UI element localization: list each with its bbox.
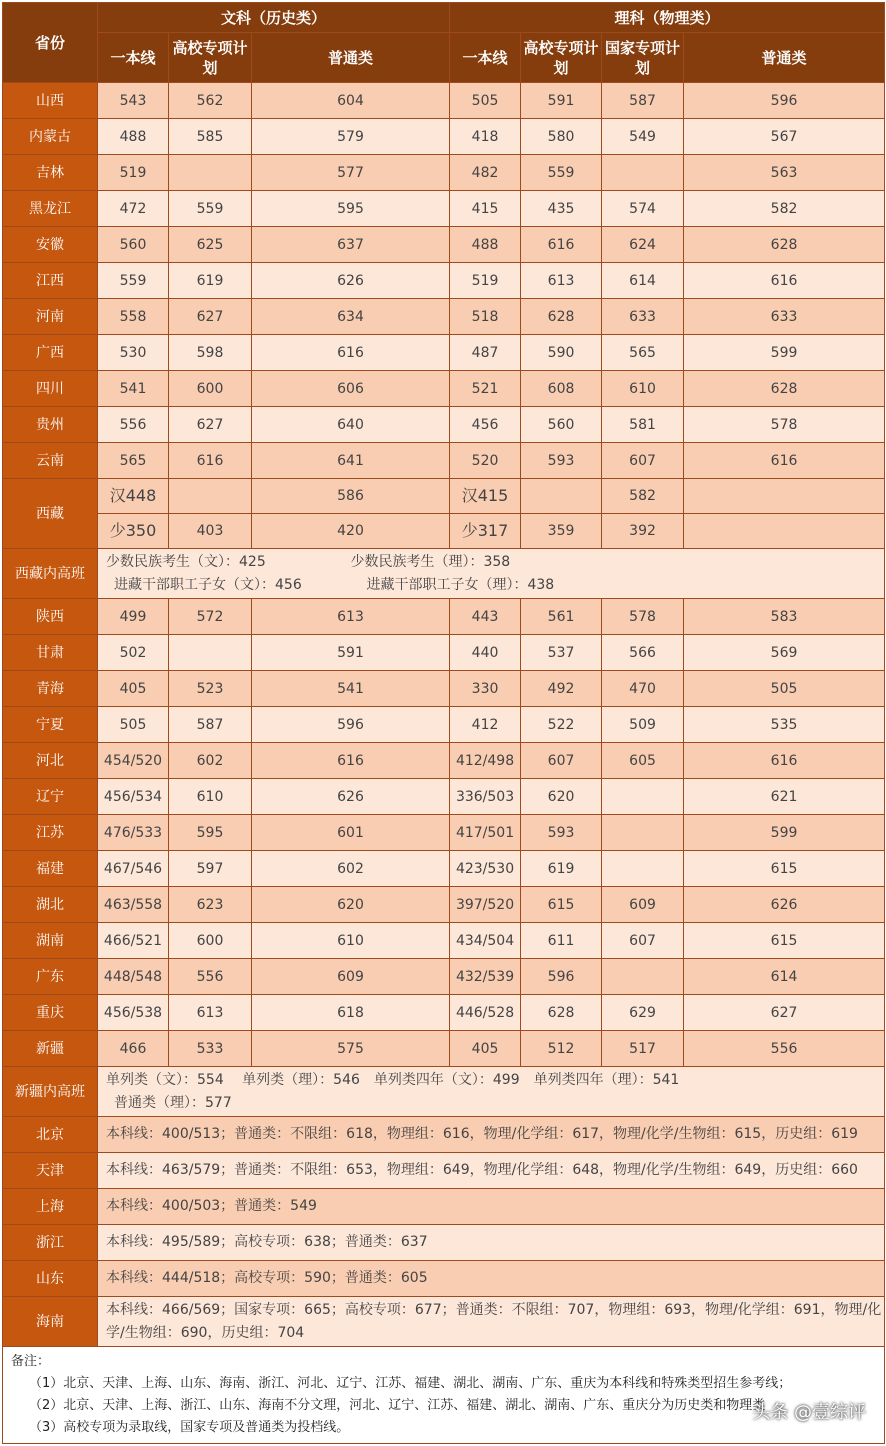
table-row — [3, 671, 885, 707]
score-cell: 596 — [684, 83, 885, 119]
score-cell: 620 — [252, 887, 450, 923]
score-cell: 518 — [450, 299, 521, 335]
score-cell: 597 — [169, 851, 252, 887]
province-header: 省份 — [3, 3, 98, 83]
score-cell: 593 — [521, 443, 602, 479]
w-putong-header: 普通类 — [252, 33, 450, 83]
score-cell: 512 — [521, 1031, 602, 1067]
score-cell: 614 — [684, 959, 885, 995]
score-cell: 530 — [98, 335, 169, 371]
province-cell: 黑龙江 — [3, 191, 98, 227]
score-cell: 618 — [252, 995, 450, 1031]
table-row — [3, 299, 885, 335]
score-cell: 616 — [684, 443, 885, 479]
score-cell: 582 — [684, 191, 885, 227]
score-cell: 615 — [684, 851, 885, 887]
score-cell: 590 — [521, 335, 602, 371]
score-cell: 517 — [602, 1031, 684, 1067]
province-cell: 青海 — [3, 671, 98, 707]
province-cell: 湖南 — [3, 923, 98, 959]
province-cell: 海南 — [3, 1297, 98, 1347]
score-cell: 596 — [252, 707, 450, 743]
score-cell: 578 — [602, 599, 684, 635]
score-cell: 572 — [169, 599, 252, 635]
province-cell: 广东 — [3, 959, 98, 995]
table-row — [3, 923, 885, 959]
score-cell: 467/546 — [98, 851, 169, 887]
province-cell: 陕西 — [3, 599, 98, 635]
score-cell: 604 — [252, 83, 450, 119]
score-cell: 560 — [98, 227, 169, 263]
xizang-neigao-1a: 少数民族考生（文）：425 — [106, 553, 266, 570]
score-cell: 610 — [602, 371, 684, 407]
score-cell: 633 — [684, 299, 885, 335]
score-cell: 417/501 — [450, 815, 521, 851]
score-cell: 505 — [450, 83, 521, 119]
score-cell: 569 — [684, 635, 885, 671]
province-cell: 浙江 — [3, 1225, 98, 1261]
score-cell: 415 — [450, 191, 521, 227]
xizang-neigao-1b: 少数民族考生（理）：358 — [350, 553, 511, 570]
score-cell: 488 — [98, 119, 169, 155]
notes-title: 备注： — [11, 1354, 51, 1369]
score-cell: 556 — [684, 1031, 885, 1067]
score-cell: 580 — [521, 119, 602, 155]
score-cell: 392 — [602, 514, 684, 549]
score-cell: 627 — [169, 407, 252, 443]
score-cell — [602, 959, 684, 995]
score-summary-cell: 本科线：400/513；普通类：不限组：618，物理组：616，物理/化学组：617，物理/化学/生物组：615，历史组：619 — [98, 1117, 885, 1153]
score-cell: 412/498 — [450, 743, 521, 779]
score-cell: 559 — [169, 191, 252, 227]
table-row — [3, 635, 885, 671]
score-cell: 616 — [684, 743, 885, 779]
score-cell: 637 — [252, 227, 450, 263]
score-cell: 599 — [684, 335, 885, 371]
score-cell: 621 — [684, 779, 885, 815]
score-cell: 599 — [684, 815, 885, 851]
score-cell — [602, 779, 684, 815]
table-row — [3, 191, 885, 227]
score-cell: 476/533 — [98, 815, 169, 851]
score-cell: 619 — [521, 851, 602, 887]
w-gaoxiao-header: 高校专项计划 — [169, 33, 252, 83]
score-cell: 359 — [521, 514, 602, 549]
score-summary-cell: 本科线：495/589；高校专项：638；普通类：637 — [98, 1225, 885, 1261]
score-cell: 汉415 — [450, 479, 521, 514]
score-cell: 634 — [252, 299, 450, 335]
score-cell: 566 — [602, 635, 684, 671]
score-cell: 少350 — [98, 514, 169, 549]
xinjiang-neigao-cell — [98, 1067, 885, 1117]
province-cell: 新疆内高班 — [3, 1067, 98, 1117]
score-summary-cell: 本科线：444/518；高校专项：590；普通类：605 — [98, 1261, 885, 1297]
score-cell: 607 — [602, 923, 684, 959]
province-cell: 宁夏 — [3, 707, 98, 743]
l-yiben-header: 一本线 — [450, 33, 521, 83]
score-cell: 583 — [684, 599, 885, 635]
score-summary-cell: 本科线：466/569；国家专项：665；高校专项：677；普通类：不限组：707，物理组：693，物理/化学组：691，物理/化学/生物组：690，历史组：704 — [98, 1297, 885, 1347]
score-cell: 609 — [602, 887, 684, 923]
score-cell: 602 — [169, 743, 252, 779]
score-cell: 482 — [450, 155, 521, 191]
score-cell: 454/520 — [98, 743, 169, 779]
score-cell: 519 — [98, 155, 169, 191]
xizang-neigao-2a: 进藏干部职工子女（文）：456 — [114, 576, 302, 593]
province-cell: 西藏 — [3, 479, 98, 549]
w-yiben-header: 一本线 — [98, 33, 169, 83]
score-cell: 582 — [602, 479, 684, 514]
score-cell: 519 — [450, 263, 521, 299]
score-cell: 505 — [684, 671, 885, 707]
table-row — [3, 83, 885, 119]
score-cell — [169, 635, 252, 671]
province-cell: 山东 — [3, 1261, 98, 1297]
score-cell: 586 — [252, 479, 450, 514]
score-cell: 613 — [521, 263, 602, 299]
score-cell: 405 — [98, 671, 169, 707]
score-cell: 628 — [684, 227, 885, 263]
province-cell: 西藏内高班 — [3, 549, 98, 599]
score-cell: 556 — [169, 959, 252, 995]
score-cell: 559 — [521, 155, 602, 191]
score-cell: 627 — [169, 299, 252, 335]
score-cell: 565 — [602, 335, 684, 371]
province-cell: 内蒙古 — [3, 119, 98, 155]
province-cell: 贵州 — [3, 407, 98, 443]
score-cell — [602, 851, 684, 887]
score-cell: 418 — [450, 119, 521, 155]
score-cell: 575 — [252, 1031, 450, 1067]
score-cell — [684, 514, 885, 549]
province-cell: 北京 — [3, 1117, 98, 1153]
table-row — [3, 371, 885, 407]
score-cell: 563 — [684, 155, 885, 191]
province-cell: 广西 — [3, 335, 98, 371]
score-cell: 598 — [169, 335, 252, 371]
province-cell: 安徽 — [3, 227, 98, 263]
score-cell: 556 — [98, 407, 169, 443]
table-row — [3, 851, 885, 887]
score-cell: 470 — [602, 671, 684, 707]
score-cell: 579 — [252, 119, 450, 155]
score-cell: 610 — [252, 923, 450, 959]
score-cell: 616 — [169, 443, 252, 479]
province-cell: 吉林 — [3, 155, 98, 191]
score-cell: 613 — [252, 599, 450, 635]
score-cell: 443 — [450, 599, 521, 635]
score-cell: 466/521 — [98, 923, 169, 959]
l-guojia-header: 国家专项计划 — [602, 33, 684, 83]
score-cell: 549 — [602, 119, 684, 155]
score-cell: 587 — [169, 707, 252, 743]
xizang-neigao-2b: 进藏干部职工子女（理）：438 — [366, 576, 555, 593]
table-row — [3, 599, 885, 635]
province-cell: 辽宁 — [3, 779, 98, 815]
table-row — [3, 887, 885, 923]
score-cell: 600 — [169, 371, 252, 407]
score-cell: 595 — [169, 815, 252, 851]
score-cell: 505 — [98, 707, 169, 743]
table-row — [3, 1297, 885, 1347]
score-cell: 492 — [521, 671, 602, 707]
score-cell: 610 — [169, 779, 252, 815]
table-row — [3, 1153, 885, 1189]
province-cell: 四川 — [3, 371, 98, 407]
score-cell: 561 — [521, 599, 602, 635]
table-row — [3, 1031, 885, 1067]
score-cell: 628 — [684, 371, 885, 407]
province-cell: 山西 — [3, 83, 98, 119]
xizang-neigao-cell — [98, 549, 885, 599]
score-cell: 574 — [602, 191, 684, 227]
score-cell: 488 — [450, 227, 521, 263]
score-cell: 591 — [252, 635, 450, 671]
score-cell: 440 — [450, 635, 521, 671]
score-cell — [169, 479, 252, 514]
score-cell: 615 — [521, 887, 602, 923]
score-cell: 641 — [252, 443, 450, 479]
province-cell: 新疆 — [3, 1031, 98, 1067]
province-cell: 河北 — [3, 743, 98, 779]
score-cell: 577 — [252, 155, 450, 191]
score-cell: 520 — [450, 443, 521, 479]
score-cell: 397/520 — [450, 887, 521, 923]
table-row — [3, 707, 885, 743]
score-cell — [684, 479, 885, 514]
table-row — [3, 743, 885, 779]
watermark: 头条 @壹综评 — [752, 1402, 866, 1423]
score-cell: 623 — [169, 887, 252, 923]
score-cell: 420 — [252, 514, 450, 549]
table-row — [3, 1117, 885, 1153]
score-cell: 606 — [252, 371, 450, 407]
province-cell: 河南 — [3, 299, 98, 335]
score-cell — [521, 479, 602, 514]
table-row — [3, 119, 885, 155]
score-cell: 626 — [684, 887, 885, 923]
province-cell: 甘肃 — [3, 635, 98, 671]
score-cell: 541 — [252, 671, 450, 707]
score-cell: 330 — [450, 671, 521, 707]
score-summary-cell: 本科线：400/503；普通类：549 — [98, 1189, 885, 1225]
score-cell: 640 — [252, 407, 450, 443]
score-cell: 591 — [521, 83, 602, 119]
table-row — [3, 1261, 885, 1297]
like-header: 理科（物理类） — [450, 3, 885, 33]
score-cell: 616 — [684, 263, 885, 299]
score-cell: 456/534 — [98, 779, 169, 815]
score-cell — [169, 155, 252, 191]
province-cell: 上海 — [3, 1189, 98, 1225]
score-cell: 423/530 — [450, 851, 521, 887]
score-cell: 602 — [252, 851, 450, 887]
table-row — [3, 335, 885, 371]
score-cell: 626 — [252, 779, 450, 815]
score-cell: 616 — [252, 743, 450, 779]
score-summary-cell: 本科线：463/579；普通类：不限组：653，物理组：649，物理/化学组：648，物理/化学/生物组：649，历史组：660 — [98, 1153, 885, 1189]
score-cell: 619 — [169, 263, 252, 299]
score-cell: 435 — [521, 191, 602, 227]
score-cell: 614 — [602, 263, 684, 299]
score-cell: 502 — [98, 635, 169, 671]
score-cell: 537 — [521, 635, 602, 671]
score-cell: 541 — [98, 371, 169, 407]
score-cell: 403 — [169, 514, 252, 549]
score-cell: 446/528 — [450, 995, 521, 1031]
table-row — [3, 1225, 885, 1261]
score-cell: 627 — [684, 995, 885, 1031]
xinjiang-neigao-line2: 普通类（理）：577 — [114, 1094, 232, 1111]
score-cell: 578 — [684, 407, 885, 443]
score-cell: 595 — [252, 191, 450, 227]
province-cell: 重庆 — [3, 995, 98, 1031]
table-row — [3, 407, 885, 443]
l-putong-header: 普通类 — [684, 33, 885, 83]
score-cell: 600 — [169, 923, 252, 959]
score-cell: 607 — [602, 443, 684, 479]
score-cell: 593 — [521, 815, 602, 851]
score-cell: 448/548 — [98, 959, 169, 995]
score-cell: 509 — [602, 707, 684, 743]
score-cell: 456 — [450, 407, 521, 443]
score-cell: 487 — [450, 335, 521, 371]
table-row — [3, 443, 885, 479]
score-cell: 562 — [169, 83, 252, 119]
table-row — [3, 995, 885, 1031]
score-cell: 535 — [684, 707, 885, 743]
score-cell: 628 — [521, 995, 602, 1031]
score-cell: 336/503 — [450, 779, 521, 815]
score-cell: 625 — [169, 227, 252, 263]
score-cell: 587 — [602, 83, 684, 119]
note-line: （2）北京、天津、上海、浙江、山东、海南不分文理，河北、辽宁、江苏、福建、湖北、湖南、广东、重庆分为历史类和物理类 — [29, 1398, 766, 1413]
score-cell: 628 — [521, 299, 602, 335]
score-cell: 613 — [169, 995, 252, 1031]
score-cell — [602, 815, 684, 851]
score-cell: 626 — [252, 263, 450, 299]
score-cell: 汉448 — [98, 479, 169, 514]
score-cell: 608 — [521, 371, 602, 407]
score-table-page — [0, 2, 886, 1446]
xinjiang-neigao-line1: 单列类（文）：554 单列类（理）：546 单列类四年（文）：499 单列类四年（理）：541 — [106, 1071, 680, 1088]
table-row — [3, 227, 885, 263]
score-cell: 412 — [450, 707, 521, 743]
score-cell: 405 — [450, 1031, 521, 1067]
score-cell: 559 — [98, 263, 169, 299]
province-cell: 云南 — [3, 443, 98, 479]
province-cell: 江西 — [3, 263, 98, 299]
score-cell: 633 — [602, 299, 684, 335]
score-cell: 629 — [602, 995, 684, 1031]
table-row — [3, 155, 885, 191]
score-cell: 434/504 — [450, 923, 521, 959]
score-cell: 616 — [521, 227, 602, 263]
note-line: （1）北京、天津、上海、山东、海南、浙江、河北、辽宁、江苏、福建、湖北、湖南、广东、重庆为本科线和特殊类型招生参考线； — [29, 1376, 792, 1391]
score-cell: 615 — [684, 923, 885, 959]
score-cell: 472 — [98, 191, 169, 227]
score-cell: 624 — [602, 227, 684, 263]
table-row — [3, 815, 885, 851]
score-cell: 596 — [521, 959, 602, 995]
table-row — [3, 263, 885, 299]
score-cell: 585 — [169, 119, 252, 155]
score-cell: 607 — [521, 743, 602, 779]
score-cell: 466 — [98, 1031, 169, 1067]
score-cell: 523 — [169, 671, 252, 707]
score-cell: 543 — [98, 83, 169, 119]
score-cell: 616 — [252, 335, 450, 371]
score-cell: 533 — [169, 1031, 252, 1067]
province-cell: 天津 — [3, 1153, 98, 1189]
province-cell: 江苏 — [3, 815, 98, 851]
score-cell: 611 — [521, 923, 602, 959]
score-cell: 601 — [252, 815, 450, 851]
score-cell — [602, 155, 684, 191]
score-cell: 499 — [98, 599, 169, 635]
admission-score-table — [2, 2, 885, 1444]
score-cell: 463/558 — [98, 887, 169, 923]
score-cell: 605 — [602, 743, 684, 779]
score-cell: 581 — [602, 407, 684, 443]
score-cell: 620 — [521, 779, 602, 815]
score-cell: 少317 — [450, 514, 521, 549]
wenke-header: 文科（历史类） — [98, 3, 450, 33]
notes-cell — [3, 1347, 885, 1444]
score-cell: 432/539 — [450, 959, 521, 995]
score-cell: 456/538 — [98, 995, 169, 1031]
note-line: （3）高校专项为录取线，国家专项及普通类为投档线。 — [29, 1420, 350, 1435]
province-cell: 湖北 — [3, 887, 98, 923]
score-cell: 522 — [521, 707, 602, 743]
l-gaoxiao-header: 高校专项计划 — [521, 33, 602, 83]
table-row — [3, 1189, 885, 1225]
table-row — [3, 779, 885, 815]
score-cell: 565 — [98, 443, 169, 479]
table-row — [3, 959, 885, 995]
score-cell: 609 — [252, 959, 450, 995]
score-cell: 560 — [521, 407, 602, 443]
score-cell: 558 — [98, 299, 169, 335]
score-cell: 521 — [450, 371, 521, 407]
score-cell: 567 — [684, 119, 885, 155]
province-cell: 福建 — [3, 851, 98, 887]
